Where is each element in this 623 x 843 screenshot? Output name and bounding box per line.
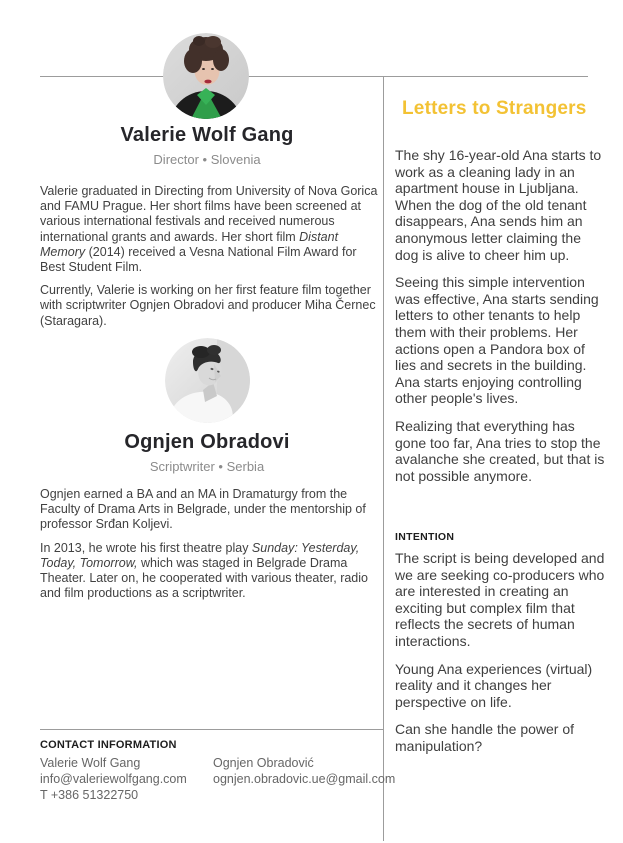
ognjen-portrait-illustration (165, 338, 250, 423)
person-role-ognjen: Scriptwriter • Serbia (149, 459, 265, 474)
synopsis (395, 147, 605, 495)
bio-paragraph: In 2013, he wrote his first theatre play Sunday: Yesterday, Today, Tomorrow, which was staged in Belgrade Drama Theater. Later on, he cooperated with various theater, radio and film productions as a scriptwriter. (40, 540, 368, 601)
bio-ognjen (40, 487, 378, 609)
synopsis-paragraph: Seeing this simple intervention was effective, Ana starts sending letters to other tenants to help them with their problems. Her actions open a Pandora box of lies and secrets in the building. Ana starts enjoying controlling other people's lives. (395, 274, 599, 407)
valerie-photo (163, 33, 249, 119)
top-rule (40, 76, 588, 77)
intention (395, 550, 605, 766)
synopsis-paragraph: Realizing that everything has gone too far, Ana tries to stop the avalanche she created, but that is not possible anymore. (395, 417, 605, 484)
bio-paragraph: Valerie graduated in Directing from University of Nova Gorica and FAMU Prague. Her short films have been screened at various international festivals and received numerous international grants and awards. Her short film Distant Memory (2014) received a Vesna National Film Award for Best Student Film. (40, 184, 378, 275)
contact-rule (40, 729, 383, 730)
bio-valerie (40, 184, 378, 337)
synopsis-paragraph: The shy 16-year-old Ana starts to work as a cleaning lady in an apartment house in Ljubljana. When the dog of the old tenant disappears, Ana sends him an anonymous letter claiming the dog is alive to cheer him up. (395, 147, 602, 263)
person-role-valerie: Director • Slovenia (153, 152, 261, 167)
column-divider (383, 76, 384, 841)
contact-name: Valerie Wolf Gang (40, 756, 141, 770)
project-title: Letters to Strangers (402, 98, 587, 119)
intention-paragraph: Can she handle the power of manipulation? (395, 721, 575, 754)
person-name-valerie: Valerie Wolf Gang (120, 124, 294, 146)
contact-phone: T +386 51322750 (40, 788, 139, 802)
person-name-ognjen: Ognjen Obradovi (124, 431, 290, 453)
contact-email: ognjen.obradovic.ue@gmail.com (213, 772, 396, 786)
bio-paragraph: Ognjen earned a BA and an MA in Dramaturgy from the Faculty of Drama Arts in Belgrade, under the mentorship of professor Srđan Koljevi. (40, 487, 366, 532)
intention-header: INTENTION (395, 531, 455, 543)
contact-header: CONTACT INFORMATION (40, 739, 177, 751)
contact-email: info@valeriewolfgang.com (40, 772, 187, 786)
intention-paragraph: Young Ana experiences (virtual) reality and it changes her perspective on life. (395, 660, 593, 710)
bio-paragraph: Currently, Valerie is working on her first feature film together with scriptwriter Ognjen Obradovi and producer Miha Černec (Staragara). (40, 283, 376, 328)
valerie-portrait-illustration (163, 33, 249, 119)
intention-paragraph: The script is being developed and we are seeking co-producers who are interested in creating an exciting but complex film that reflects the secrets of human interactions. (395, 550, 605, 649)
contact-column-valerie (40, 755, 187, 803)
contact-name: Ognjen Obradović (213, 756, 314, 770)
contact-column-ognjen (213, 755, 395, 787)
ognjen-photo (165, 338, 250, 423)
